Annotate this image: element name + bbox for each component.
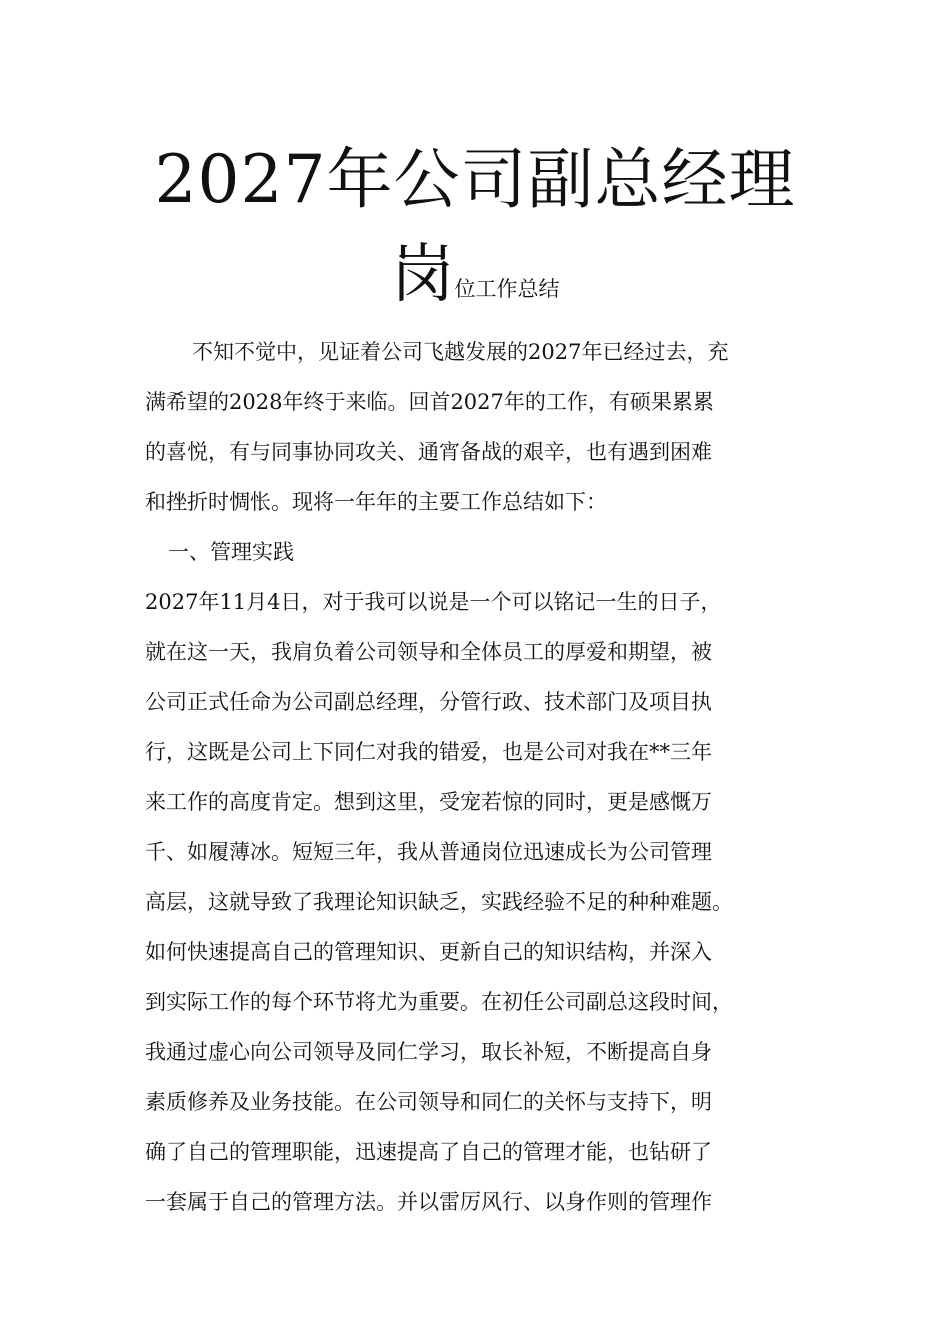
paragraph-line: 2027年11月4日，对于我可以说是一个可以铭记一生的日子， xyxy=(145,590,722,614)
paragraph-line: 高层，这就导致了我理论知识缺乏，实践经验不足的种种难题。 xyxy=(145,890,733,914)
document-title-line2 xyxy=(0,238,950,312)
paragraph-line: 来工作的高度肯定。想到这里，受宠若惊的同时，更是感慨万 xyxy=(145,790,712,814)
paragraph-line: 我通过虚心向公司领导及同仁学习，取长补短，不断提高自身 xyxy=(145,1040,712,1064)
paragraph-line: 确了自己的管理职能，迅速提高了自己的管理才能，也钻研了 xyxy=(145,1140,712,1164)
paragraph-line: 满希望的2028年终于来临。回首2027年的工作，有硕果累累 xyxy=(145,390,714,414)
section-heading: 一、管理实践 xyxy=(168,540,294,564)
paragraph-line: 不知不觉中，见证着公司飞越发展的2027年已经过去，充 xyxy=(192,340,729,364)
paragraph-line: 如何快速提高自己的管理知识、更新自己的知识结构，并深入 xyxy=(145,940,712,964)
paragraph-line: 一套属于自己的管理方法。并以雷厉风行、以身作则的管理作 xyxy=(145,1190,712,1214)
paragraph-line: 公司正式任命为公司副总经理，分管行政、技术部门及项目执 xyxy=(145,690,712,714)
title-large-char: 岗 xyxy=(390,238,455,312)
paragraph-line: 素质修养及业务技能。在公司领导和同仁的关怀与支持下，明 xyxy=(145,1090,712,1114)
title-small-text: 位工作总结 xyxy=(454,277,560,301)
paragraph-line: 千、如履薄冰。短短三年，我从普通岗位迅速成长为公司管理 xyxy=(145,840,712,864)
document-title: 2027年公司副总经理 xyxy=(154,141,796,218)
document-body xyxy=(145,327,835,1227)
paragraph-line: 的喜悦，有与同事协同攻关、通宵备战的艰辛，也有遇到困难 xyxy=(145,440,712,464)
paragraph-line: 和挫折时惆怅。现将一年年的主要工作总结如下： xyxy=(145,490,607,514)
paragraph-line: 到实际工作的每个环节将尤为重要。在初任公司副总这段时间， xyxy=(145,990,733,1014)
paragraph-line: 行，这既是公司上下同仁对我的错爱，也是公司对我在**三年 xyxy=(145,740,712,764)
paragraph-line: 就在这一天，我肩负着公司领导和全体员工的厚爱和期望，被 xyxy=(145,640,712,664)
